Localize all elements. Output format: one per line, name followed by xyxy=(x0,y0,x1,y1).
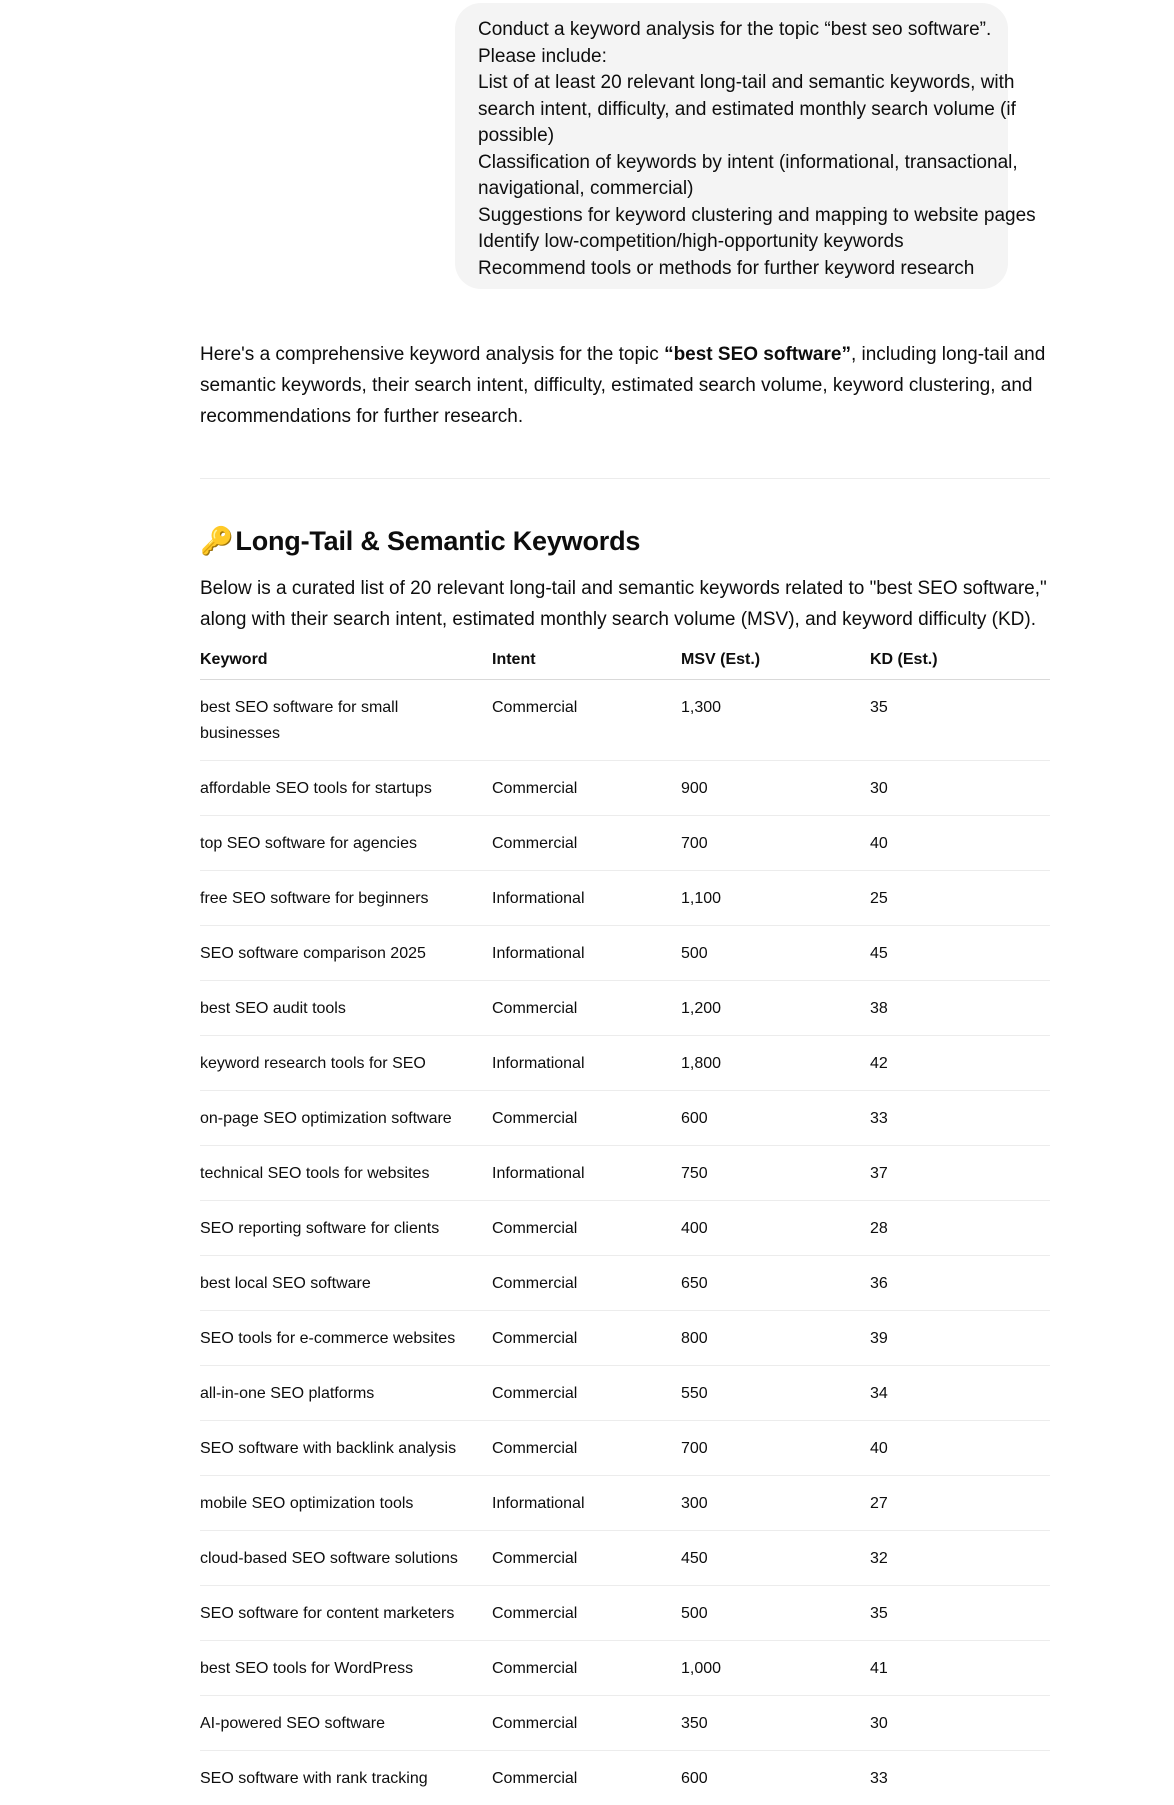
keyword-cell xyxy=(200,981,492,1036)
msv-cell-text: 1,000 xyxy=(681,1660,721,1677)
msv-cell-text: 450 xyxy=(681,1550,708,1567)
intro-topic-bold: “best SEO software” xyxy=(664,344,851,365)
intent-cell-text: Commercial xyxy=(492,1275,577,1292)
table-row xyxy=(200,1751,1050,1805)
table-row xyxy=(200,1586,1050,1641)
msv-cell xyxy=(681,1696,870,1751)
intent-cell xyxy=(492,981,681,1036)
keyword-cell xyxy=(200,1531,492,1586)
kd-cell-text: 41 xyxy=(870,1660,888,1677)
kd-cell xyxy=(870,680,1050,761)
keyword-cell xyxy=(200,1586,492,1641)
msv-cell-text: 700 xyxy=(681,1440,708,1457)
key-icon: 🔑 xyxy=(200,526,233,556)
kd-cell-text: 33 xyxy=(870,1110,888,1127)
kd-cell xyxy=(870,1476,1050,1531)
kd-cell-text: 38 xyxy=(870,1000,888,1017)
keyword-cell xyxy=(200,1146,492,1201)
table-row xyxy=(200,1531,1050,1586)
kd-cell-text: 35 xyxy=(870,1605,888,1622)
msv-cell xyxy=(681,761,870,816)
section-heading-text: Long-Tail & Semantic Keywords xyxy=(235,526,640,556)
user-message-line: navigational, commercial) xyxy=(478,176,985,203)
intent-cell xyxy=(492,1531,681,1586)
response-intro xyxy=(200,339,1050,432)
intent-cell-text: Commercial xyxy=(492,1550,577,1567)
msv-cell-text: 500 xyxy=(681,945,708,962)
column-header-kd: KD (Est.) xyxy=(870,641,1050,680)
msv-cell-text: 500 xyxy=(681,1605,708,1622)
kd-cell xyxy=(870,816,1050,871)
keyword-cell-text: best SEO software for small businesses xyxy=(200,695,470,747)
intent-cell xyxy=(492,1036,681,1091)
msv-cell xyxy=(681,1751,870,1805)
keyword-cell-text: cloud-based SEO software solutions xyxy=(200,1546,458,1572)
intent-cell-text: Informational xyxy=(492,1165,585,1182)
intent-cell xyxy=(492,1696,681,1751)
intent-cell xyxy=(492,1201,681,1256)
user-message-line: Please include: xyxy=(478,44,985,71)
kd-cell xyxy=(870,1036,1050,1091)
kd-cell-text: 25 xyxy=(870,890,888,907)
intent-cell-text: Informational xyxy=(492,1495,585,1512)
kd-cell-text: 37 xyxy=(870,1165,888,1182)
msv-cell xyxy=(681,1091,870,1146)
msv-cell xyxy=(681,1366,870,1421)
intent-cell-text: Commercial xyxy=(492,1330,577,1347)
intent-cell-text: Commercial xyxy=(492,1000,577,1017)
intent-cell xyxy=(492,1476,681,1531)
keyword-cell-text: keyword research tools for SEO xyxy=(200,1051,426,1077)
kd-cell-text: 32 xyxy=(870,1550,888,1567)
keyword-cell xyxy=(200,816,492,871)
keyword-cell xyxy=(200,680,492,761)
kd-cell-text: 45 xyxy=(870,945,888,962)
msv-cell xyxy=(681,1641,870,1696)
msv-cell-text: 300 xyxy=(681,1495,708,1512)
kd-cell-text: 36 xyxy=(870,1275,888,1292)
keyword-cell xyxy=(200,761,492,816)
table-row xyxy=(200,871,1050,926)
msv-cell-text: 600 xyxy=(681,1110,708,1127)
kd-cell-text: 28 xyxy=(870,1220,888,1237)
msv-cell-text: 1,800 xyxy=(681,1055,721,1072)
table-row xyxy=(200,816,1050,871)
intent-cell xyxy=(492,1311,681,1366)
section-description: Below is a curated list of 20 relevant long-tail and semantic keywords related to "best SEO software," along with their search intent, estimated monthly search volume (MSV), and keyword difficulty (KD). xyxy=(200,573,1050,635)
keyword-cell xyxy=(200,926,492,981)
intent-cell-text: Commercial xyxy=(492,835,577,852)
msv-cell xyxy=(681,1201,870,1256)
keyword-cell xyxy=(200,1696,492,1751)
column-header-keyword: Keyword xyxy=(200,641,492,680)
intent-cell-text: Commercial xyxy=(492,1605,577,1622)
keyword-cell xyxy=(200,1476,492,1531)
kd-cell xyxy=(870,1641,1050,1696)
kd-cell-text: 40 xyxy=(870,835,888,852)
keyword-cell-text: affordable SEO tools for startups xyxy=(200,776,432,802)
table-row xyxy=(200,1311,1050,1366)
kd-cell xyxy=(870,1586,1050,1641)
table-row xyxy=(200,1641,1050,1696)
msv-cell xyxy=(681,1531,870,1586)
keyword-cell-text: SEO software with backlink analysis xyxy=(200,1436,456,1462)
keyword-cell xyxy=(200,1421,492,1476)
keyword-cell xyxy=(200,1751,492,1805)
msv-cell-text: 1,300 xyxy=(681,699,721,716)
msv-cell xyxy=(681,981,870,1036)
keyword-cell-text: best local SEO software xyxy=(200,1271,371,1297)
keyword-cell xyxy=(200,1201,492,1256)
intent-cell xyxy=(492,1091,681,1146)
intent-cell-text: Commercial xyxy=(492,780,577,797)
intent-cell-text: Commercial xyxy=(492,1660,577,1677)
intent-cell xyxy=(492,1586,681,1641)
msv-cell xyxy=(681,1586,870,1641)
msv-cell xyxy=(681,1311,870,1366)
keyword-cell xyxy=(200,871,492,926)
keyword-cell-text: all-in-one SEO platforms xyxy=(200,1381,374,1407)
table-row xyxy=(200,1036,1050,1091)
table-row xyxy=(200,1256,1050,1311)
keyword-cell-text: AI-powered SEO software xyxy=(200,1711,385,1737)
table-row xyxy=(200,1146,1050,1201)
user-message-line: search intent, difficulty, and estimated monthly search volume (if xyxy=(478,97,985,124)
kd-cell xyxy=(870,761,1050,816)
section-divider xyxy=(200,478,1050,479)
keyword-cell xyxy=(200,1366,492,1421)
msv-cell xyxy=(681,871,870,926)
user-message-line: Classification of keywords by intent (informational, transactional, xyxy=(478,150,985,177)
intent-cell xyxy=(492,1256,681,1311)
msv-cell xyxy=(681,1421,870,1476)
keyword-cell xyxy=(200,1256,492,1311)
kd-cell-text: 30 xyxy=(870,780,888,797)
table-row xyxy=(200,1091,1050,1146)
table-row xyxy=(200,926,1050,981)
keyword-cell-text: best SEO audit tools xyxy=(200,996,346,1022)
kd-cell xyxy=(870,1201,1050,1256)
user-message-line: Conduct a keyword analysis for the topic “best seo software”. xyxy=(478,17,985,44)
msv-cell-text: 350 xyxy=(681,1715,708,1732)
intent-cell xyxy=(492,1421,681,1476)
kd-cell xyxy=(870,1366,1050,1421)
keyword-cell-text: SEO software comparison 2025 xyxy=(200,941,426,967)
keyword-cell-text: SEO reporting software for clients xyxy=(200,1216,439,1242)
kd-cell xyxy=(870,1311,1050,1366)
kd-cell-text: 39 xyxy=(870,1330,888,1347)
intent-cell xyxy=(492,680,681,761)
kd-cell-text: 42 xyxy=(870,1055,888,1072)
kd-cell xyxy=(870,1146,1050,1201)
kd-cell xyxy=(870,1421,1050,1476)
table-row xyxy=(200,1696,1050,1751)
intent-cell-text: Commercial xyxy=(492,1220,577,1237)
user-message-bubble xyxy=(455,3,1008,289)
table-row xyxy=(200,761,1050,816)
kd-cell xyxy=(870,1256,1050,1311)
msv-cell-text: 800 xyxy=(681,1330,708,1347)
kd-cell xyxy=(870,981,1050,1036)
intent-cell xyxy=(492,1641,681,1696)
msv-cell-text: 700 xyxy=(681,835,708,852)
kd-cell xyxy=(870,1696,1050,1751)
keyword-cell xyxy=(200,1091,492,1146)
user-message-line: Recommend tools or methods for further keyword research xyxy=(478,256,985,283)
intro-text-end: , including long-tail and semantic keywords, their search intent, difficulty, estimated search volume, keyword clustering, and recommendations for further research. xyxy=(200,344,1045,427)
msv-cell-text: 650 xyxy=(681,1275,708,1292)
kd-cell-text: 34 xyxy=(870,1385,888,1402)
intent-cell-text: Informational xyxy=(492,890,585,907)
intent-cell xyxy=(492,871,681,926)
keyword-cell xyxy=(200,1311,492,1366)
user-message-line: Identify low-competition/high-opportunity keywords xyxy=(478,229,985,256)
intent-cell-text: Informational xyxy=(492,945,585,962)
intent-cell xyxy=(492,1751,681,1805)
kd-cell-text: 35 xyxy=(870,699,888,716)
intro-text-start: Here's a comprehensive keyword analysis for the topic xyxy=(200,344,664,365)
table-header-row xyxy=(200,641,1050,680)
table-row xyxy=(200,680,1050,761)
msv-cell-text: 750 xyxy=(681,1165,708,1182)
intent-cell-text: Commercial xyxy=(492,1770,577,1787)
intent-cell-text: Informational xyxy=(492,1055,585,1072)
column-header-msv: MSV (Est.) xyxy=(681,641,870,680)
assistant-response xyxy=(200,339,1050,1805)
intent-cell xyxy=(492,761,681,816)
kd-cell xyxy=(870,1091,1050,1146)
intent-cell xyxy=(492,926,681,981)
keyword-cell-text: top SEO software for agencies xyxy=(200,831,417,857)
msv-cell xyxy=(681,816,870,871)
kd-cell-text: 40 xyxy=(870,1440,888,1457)
user-message-line: List of at least 20 relevant long-tail and semantic keywords, with xyxy=(478,70,985,97)
intent-cell-text: Commercial xyxy=(492,1440,577,1457)
kd-cell-text: 33 xyxy=(870,1770,888,1787)
kd-cell xyxy=(870,871,1050,926)
intent-cell xyxy=(492,1366,681,1421)
keyword-cell-text: technical SEO tools for websites xyxy=(200,1161,429,1187)
keyword-table-body xyxy=(200,680,1050,1805)
keyword-cell xyxy=(200,1641,492,1696)
msv-cell-text: 1,200 xyxy=(681,1000,721,1017)
column-header-intent: Intent xyxy=(492,641,681,680)
table-row xyxy=(200,1366,1050,1421)
keyword-cell-text: SEO software with rank tracking xyxy=(200,1766,428,1792)
msv-cell xyxy=(681,680,870,761)
user-message-line: Suggestions for keyword clustering and mapping to website pages xyxy=(478,203,985,230)
msv-cell xyxy=(681,1146,870,1201)
table-row xyxy=(200,981,1050,1036)
section-heading xyxy=(200,523,1050,559)
keyword-cell-text: SEO software for content marketers xyxy=(200,1601,454,1627)
intent-cell xyxy=(492,816,681,871)
keyword-table xyxy=(200,641,1050,1805)
intent-cell-text: Commercial xyxy=(492,1110,577,1127)
keyword-cell xyxy=(200,1036,492,1091)
keyword-cell-text: best SEO tools for WordPress xyxy=(200,1656,413,1682)
msv-cell xyxy=(681,1036,870,1091)
msv-cell-text: 400 xyxy=(681,1220,708,1237)
keyword-cell-text: free SEO software for beginners xyxy=(200,886,429,912)
msv-cell xyxy=(681,926,870,981)
intent-cell-text: Commercial xyxy=(492,1715,577,1732)
keyword-cell-text: SEO tools for e-commerce websites xyxy=(200,1326,455,1352)
kd-cell xyxy=(870,1751,1050,1805)
msv-cell-text: 550 xyxy=(681,1385,708,1402)
kd-cell-text: 27 xyxy=(870,1495,888,1512)
kd-cell-text: 30 xyxy=(870,1715,888,1732)
kd-cell xyxy=(870,926,1050,981)
keyword-cell-text: on-page SEO optimization software xyxy=(200,1106,452,1132)
msv-cell xyxy=(681,1256,870,1311)
intent-cell-text: Commercial xyxy=(492,1385,577,1402)
user-message-line: possible) xyxy=(478,123,985,150)
intent-cell xyxy=(492,1146,681,1201)
msv-cell-text: 900 xyxy=(681,780,708,797)
table-row xyxy=(200,1476,1050,1531)
kd-cell xyxy=(870,1531,1050,1586)
msv-cell-text: 1,100 xyxy=(681,890,721,907)
msv-cell-text: 600 xyxy=(681,1770,708,1787)
msv-cell xyxy=(681,1476,870,1531)
intent-cell-text: Commercial xyxy=(492,699,577,716)
table-row xyxy=(200,1201,1050,1256)
table-row xyxy=(200,1421,1050,1476)
keyword-cell-text: mobile SEO optimization tools xyxy=(200,1491,413,1517)
